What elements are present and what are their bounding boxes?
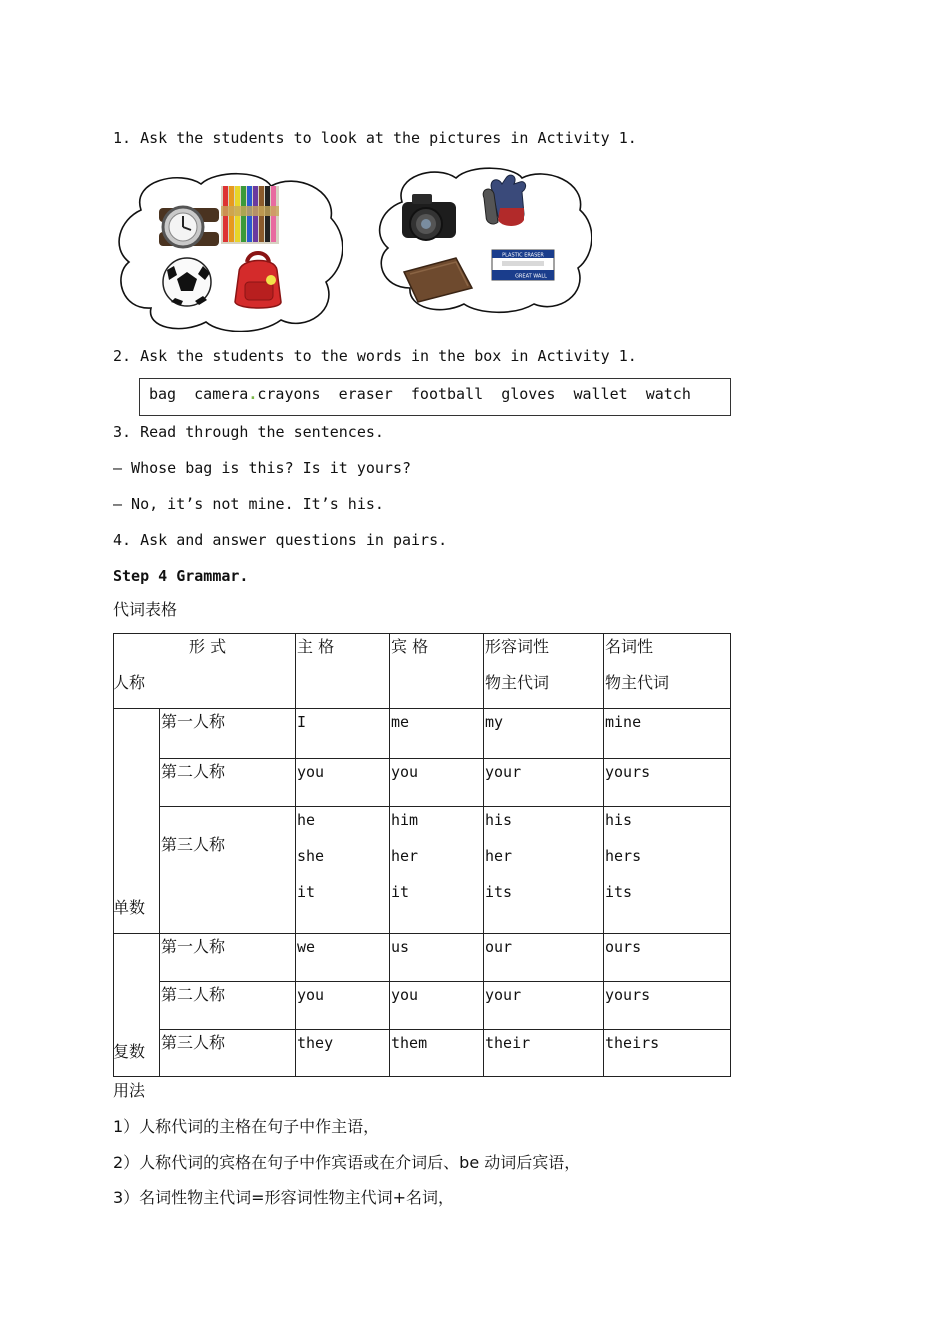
eraser-label-bottom: GREAT WALL xyxy=(515,273,547,280)
usage-rule-1: 1）人称代词的主格在句子中作主语， xyxy=(113,1117,380,1136)
word-watch: watch xyxy=(645,385,691,403)
col-rule-1 xyxy=(295,633,296,1077)
cell-pl1-subject: we xyxy=(297,938,316,956)
cell-pl2-object: you xyxy=(391,986,419,1004)
cell-s3a-object: him xyxy=(391,811,419,829)
col-rule-2 xyxy=(389,633,390,1077)
eraser-label-top: PLASTIC ERASER xyxy=(502,252,544,259)
word-crayons: crayons xyxy=(257,385,321,403)
table-title: 代词表格 xyxy=(113,600,178,619)
row-rule-4 xyxy=(159,981,731,982)
word-gloves: gloves xyxy=(501,385,556,403)
word-box xyxy=(139,378,731,416)
row-rule-2 xyxy=(159,806,731,807)
cell-pl2-noun: yours xyxy=(605,986,651,1004)
cell-s3c-adjective: its xyxy=(485,883,513,901)
cell-pl2-subject: you xyxy=(297,986,325,1004)
usage-rule-3: 3）名词性物主代词=形容词性物主代词+名词， xyxy=(113,1188,454,1207)
header-person: 人称 xyxy=(113,673,146,692)
word-football: football xyxy=(410,385,484,403)
cell-s1-adjective: my xyxy=(485,713,504,731)
word-separator-dot: . xyxy=(248,385,258,403)
singular-third-person: 第三人称 xyxy=(161,835,226,854)
pronoun-table xyxy=(113,633,731,1077)
word-eraser: eraser xyxy=(338,385,393,403)
cell-s3c-subject: it xyxy=(297,883,316,901)
step-3-text: 3. Read through the sentences. xyxy=(113,423,384,441)
plural-first-person: 第一人称 xyxy=(161,937,226,956)
cell-s3c-object: it xyxy=(391,883,410,901)
step-1-text: 1. Ask the students to look at the pictures in Activity 1. xyxy=(113,129,637,147)
cell-pl1-object: us xyxy=(391,938,410,956)
cell-s1-object: me xyxy=(391,713,410,731)
football-icon xyxy=(163,258,211,306)
col-rule-4 xyxy=(603,633,604,1077)
cell-s1-noun: mine xyxy=(605,713,642,731)
header-subject: 主 格 xyxy=(297,637,335,656)
cell-pl1-noun: ours xyxy=(605,938,642,956)
cell-s3a-subject: he xyxy=(297,811,316,829)
header-adjective-1: 形容词性 xyxy=(485,637,550,656)
table-border-bottom xyxy=(113,1076,731,1077)
header-form: 形 式 xyxy=(189,637,227,656)
table-header-rule xyxy=(113,708,731,709)
step-2-text: 2. Ask the students to the words in the box in Activity 1. xyxy=(113,347,637,365)
col-rule-3 xyxy=(483,633,484,1077)
cell-s2-subject: you xyxy=(297,763,325,781)
header-noun-1: 名词性 xyxy=(605,637,654,656)
usage-title: 用法 xyxy=(113,1081,146,1100)
cell-s2-adjective: your xyxy=(485,763,522,781)
cell-s3a-noun: his xyxy=(605,811,633,829)
cell-s3b-noun: hers xyxy=(605,847,642,865)
cell-pl3-noun: theirs xyxy=(605,1034,660,1052)
cell-s3b-subject: she xyxy=(297,847,325,865)
singular-second-person: 第二人称 xyxy=(161,762,226,781)
eraser-icon xyxy=(492,250,554,280)
group-plural: 复数 xyxy=(113,1042,146,1061)
cell-s3b-adjective: her xyxy=(485,847,513,865)
header-object: 宾 格 xyxy=(391,637,429,656)
step-4-text: 4. Ask and answer questions in pairs. xyxy=(113,531,448,549)
cell-s3c-noun: its xyxy=(605,883,633,901)
table-border-top xyxy=(113,633,731,634)
cell-s1-subject: I xyxy=(297,713,307,731)
word-camera: camera xyxy=(194,385,249,403)
word-wallet: wallet xyxy=(573,385,628,403)
dialogue-line-2: — No, it’s not mine. It’s his. xyxy=(113,495,384,513)
table-border-right xyxy=(730,633,731,1077)
word-bag: bag xyxy=(149,385,177,403)
crayons-icon xyxy=(221,186,279,244)
cell-s2-noun: yours xyxy=(605,763,651,781)
row-rule-5 xyxy=(159,1029,731,1030)
cell-pl3-object: them xyxy=(391,1034,428,1052)
table-border-left xyxy=(113,633,114,1077)
cell-pl3-subject: they xyxy=(297,1034,334,1052)
activity-picture-right xyxy=(374,164,592,314)
activity-picture-left xyxy=(111,170,343,332)
row-rule-1 xyxy=(159,758,731,759)
cell-pl2-adjective: your xyxy=(485,986,522,1004)
group-singular: 单数 xyxy=(113,898,146,917)
cell-s3b-object: her xyxy=(391,847,419,865)
row-rule-group xyxy=(113,933,731,934)
usage-rule-2: 2）人称代词的宾格在句子中作宾语或在介词后、be 动词后宾语， xyxy=(113,1153,581,1172)
cell-s3a-adjective: his xyxy=(485,811,513,829)
grammar-heading: Step 4 Grammar. xyxy=(113,567,249,585)
cell-s2-object: you xyxy=(391,763,419,781)
singular-first-person: 第一人称 xyxy=(161,712,226,731)
plural-third-person: 第三人称 xyxy=(161,1033,226,1052)
cell-pl3-adjective: their xyxy=(485,1034,531,1052)
header-noun-2: 物主代词 xyxy=(605,673,670,692)
col-rule-person xyxy=(159,708,160,1077)
header-adjective-2: 物主代词 xyxy=(485,673,550,692)
dialogue-line-1: — Whose bag is this? Is it yours? xyxy=(113,459,412,477)
word-list xyxy=(149,384,691,404)
plural-second-person: 第二人称 xyxy=(161,985,226,1004)
cell-pl1-adjective: our xyxy=(485,938,513,956)
